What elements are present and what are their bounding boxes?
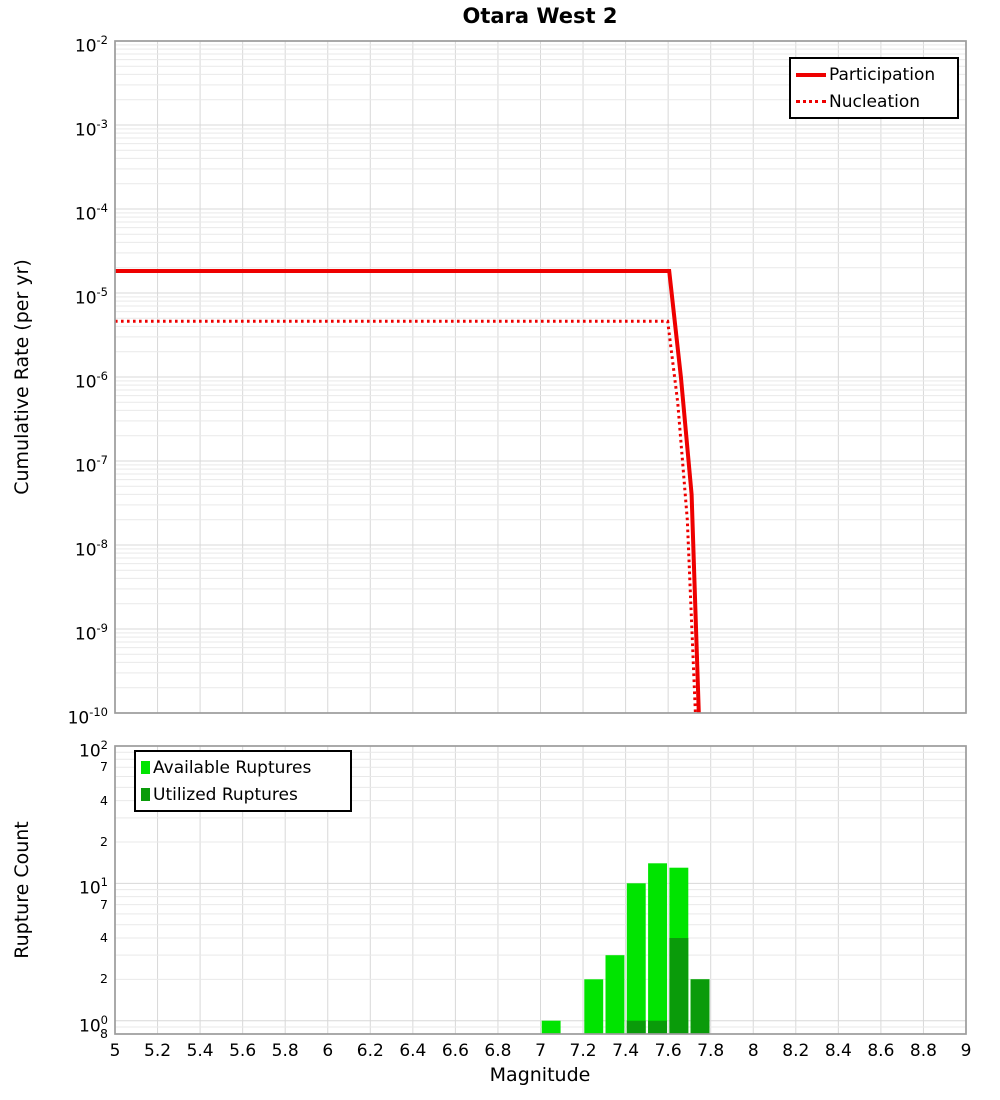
- x-tick-label: 8.2: [782, 1041, 810, 1061]
- x-tick-label: 8.8: [909, 1041, 937, 1061]
- bottom-y-minor-tick-label: 2: [100, 971, 108, 987]
- x-tick-label: 5.2: [144, 1041, 172, 1061]
- available-ruptures-bar: [606, 955, 625, 1034]
- utilized-ruptures-bar: [627, 1021, 646, 1034]
- utilized-ruptures-bar: [691, 979, 710, 1034]
- bottom-y-minor-tick-label: 7: [100, 759, 108, 775]
- top-y-tick-label: $10^{-4}$: [74, 201, 108, 225]
- rate-legend: [789, 57, 959, 119]
- legend-item-utilized-ruptures: [141, 781, 345, 808]
- top-y-tick-label: $10^{-2}$: [74, 33, 108, 57]
- bottom-y-tick-label: $10^1$: [79, 875, 108, 899]
- bottom-y-minor-tick-label: 4: [100, 930, 108, 945]
- participation-label: Participation: [829, 64, 936, 85]
- top-y-tick-label: $10^{-3}$: [74, 117, 108, 141]
- top-y-tick-label: $10^{-7}$: [74, 453, 108, 477]
- x-tick-label: 7.6: [654, 1041, 682, 1061]
- nucleation-line-icon: [796, 100, 826, 103]
- x-axis-title: Magnitude: [489, 1064, 591, 1086]
- figure-title: Otara West 2: [462, 4, 618, 28]
- utilized-ruptures-label: Utilized Ruptures: [153, 784, 298, 805]
- top-y-axis-title: Cumulative Rate (per yr): [11, 259, 33, 495]
- x-tick-label: 7.2: [569, 1041, 597, 1061]
- available-ruptures-bar: [584, 979, 603, 1034]
- bottom-y-minor-tick-label: 8: [100, 1026, 108, 1041]
- top-y-tick-label: $10^{-8}$: [74, 537, 108, 561]
- available-ruptures-swatch-icon: [141, 761, 150, 774]
- x-tick-label: 8.4: [824, 1041, 852, 1061]
- x-tick-label: 6.8: [484, 1041, 512, 1061]
- bottom-y-tick-label: $10^2$: [79, 738, 108, 762]
- bottom-y-minor-tick-label: 7: [100, 896, 108, 912]
- bottom-y-tick-label: $10^0$: [79, 1012, 108, 1037]
- bottom-y-minor-tick-label: 4: [100, 792, 108, 808]
- available-ruptures-bar: [648, 863, 667, 1034]
- x-tick-label: 5: [109, 1041, 121, 1061]
- available-ruptures-bar: [627, 883, 646, 1034]
- x-tick-label: 8: [747, 1041, 759, 1061]
- x-tick-label: 6.4: [399, 1041, 427, 1061]
- available-ruptures-label: Available Ruptures: [153, 757, 312, 778]
- utilized-ruptures-bar: [648, 1021, 667, 1034]
- x-tick-label: 9: [960, 1041, 972, 1061]
- legend-item-available-ruptures: [141, 754, 345, 781]
- top-y-tick-label: $10^{-6}$: [74, 369, 108, 393]
- utilized-ruptures-bar: [669, 938, 688, 1034]
- available-ruptures-bar: [542, 1021, 561, 1034]
- legend-item-nucleation: [796, 88, 952, 115]
- x-tick-label: 7.4: [612, 1041, 640, 1061]
- x-tick-label: 6.6: [441, 1041, 469, 1061]
- x-tick-label: 6: [322, 1041, 334, 1061]
- utilized-ruptures-swatch-icon: [141, 788, 150, 801]
- bottom-y-minor-tick-label: 2: [100, 834, 108, 849]
- x-tick-label: 8.6: [867, 1041, 895, 1061]
- x-tick-label: 7.8: [697, 1041, 725, 1061]
- participation-line-icon: [796, 73, 826, 77]
- bottom-y-axis-title: Rupture Count: [11, 821, 33, 959]
- legend-item-participation: [796, 61, 952, 88]
- x-tick-label: 5.6: [229, 1041, 257, 1061]
- top-y-tick-label: $10^{-10}$: [67, 705, 108, 729]
- top-y-tick-label: $10^{-5}$: [74, 285, 108, 309]
- top-y-tick-label: $10^{-9}$: [74, 621, 108, 645]
- x-tick-label: 6.2: [356, 1041, 384, 1061]
- rupture-legend: [134, 750, 352, 812]
- x-tick-label: 5.4: [186, 1041, 214, 1061]
- nucleation-label: Nucleation: [829, 91, 921, 112]
- x-tick-label: 5.8: [271, 1041, 299, 1061]
- x-tick-label: 7: [535, 1041, 546, 1061]
